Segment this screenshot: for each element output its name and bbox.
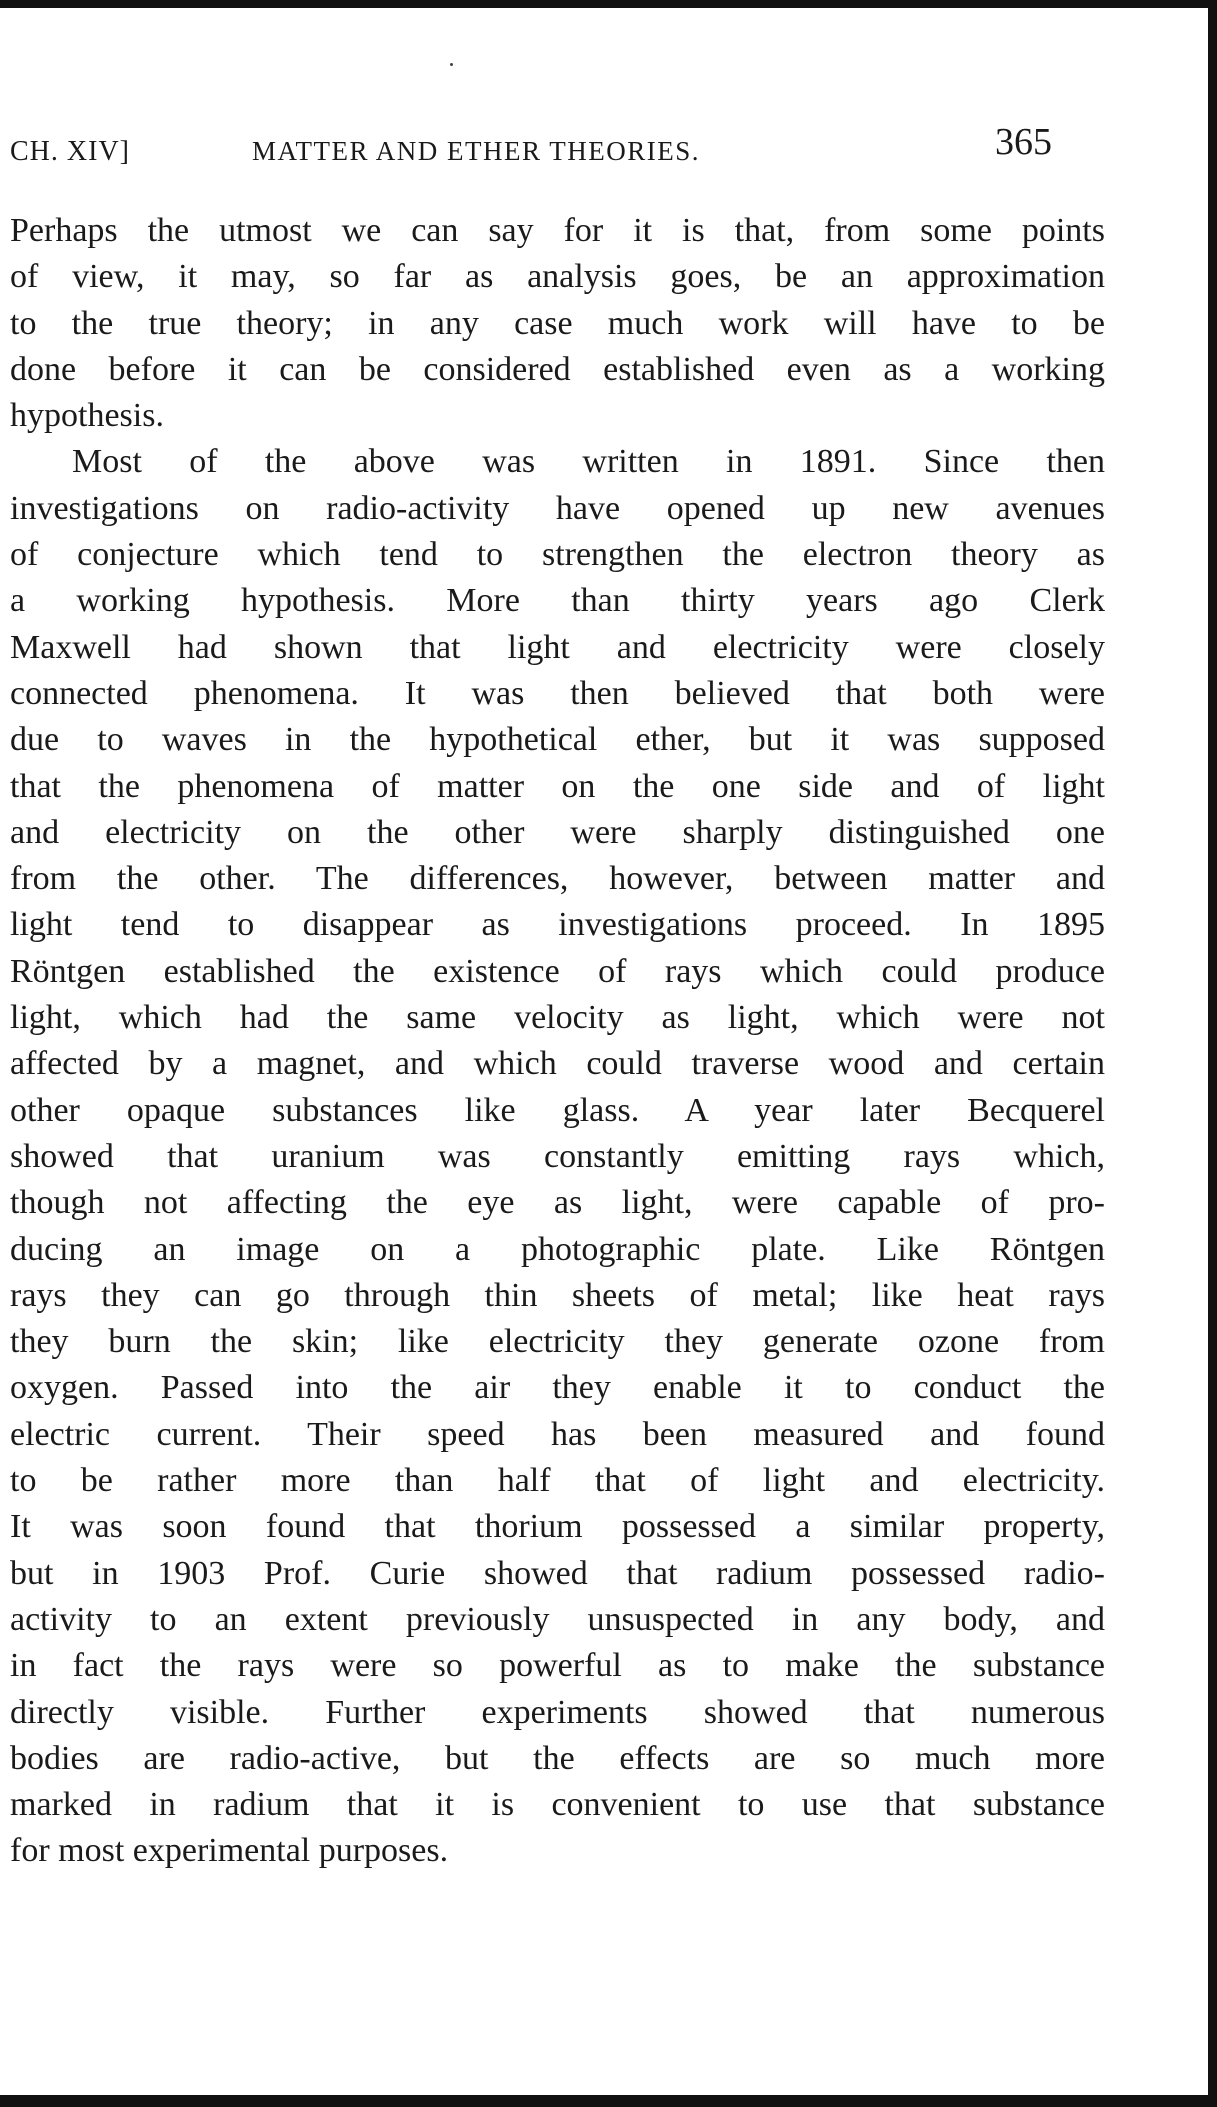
text-line: bodies are radio-active, but the effects are so much more: [10, 1739, 1105, 1777]
text-line: to the true theory; in any case much work will have to be: [10, 304, 1105, 342]
text-line: oxygen. Passed into the air they enable it to conduct the: [10, 1369, 1105, 1407]
text-line: for most experimental purposes.: [10, 1832, 449, 1870]
text-line: light tend to disappear as investigations proceed. In 1895: [10, 906, 1105, 944]
text-line: due to waves in the hypothetical ether, but it was supposed: [10, 721, 1105, 759]
text-line: though not affecting the eye as light, were capable of pro-: [10, 1184, 1105, 1222]
text-line: activity to an extent previously unsuspected in any body, and: [10, 1600, 1105, 1638]
text-line: to be rather more than half that of light and electricity.: [10, 1462, 1105, 1500]
text-line: directly visible. Further experiments showed that numerous: [10, 1693, 1105, 1731]
text-line: light, which had the same velocity as light, which were not: [10, 999, 1105, 1037]
text-line: showed that uranium was constantly emitting rays which,: [10, 1137, 1105, 1175]
page-title: MATTER AND ETHER THEORIES.: [252, 136, 700, 166]
text-line: from the other. The differences, however, between matter and: [10, 860, 1105, 898]
text-line: in fact the rays were so powerful as to make the substance: [10, 1647, 1105, 1685]
text-line: Röntgen established the existence of rays which could produce: [10, 952, 1105, 990]
chapter-label: CH. XIV]: [10, 136, 130, 167]
text-line: It was soon found that thorium possessed a similar property,: [10, 1508, 1105, 1546]
text-line: ducing an image on a photographic plate. Like Röntgen: [10, 1230, 1105, 1268]
scan-edge-bottom: [0, 2095, 1217, 2107]
text-line: other opaque substances like glass. A year later Becquerel: [10, 1091, 1105, 1129]
text-line: electric current. Their speed has been measured and found: [10, 1415, 1105, 1453]
paragraph-2: [10, 439, 1105, 1874]
text-line: affected by a magnet, and which could traverse wood and certain: [10, 1045, 1105, 1083]
scan-speck: [450, 63, 453, 66]
text-line: a working hypothesis. More than thirty years ago Clerk: [10, 582, 1105, 620]
text-line: rays they can go through thin sheets of metal; like heat rays: [10, 1276, 1105, 1314]
scan-edge-top: [0, 0, 1217, 8]
paragraph-1: [10, 208, 1105, 439]
text-line: and electricity on the other were sharply distinguished one: [10, 813, 1105, 851]
text-line: Most of the above was written in 1891. Since then: [72, 443, 1105, 481]
text-line: they burn the skin; like electricity they generate ozone from: [10, 1323, 1105, 1361]
page-number: 365: [995, 121, 1052, 163]
body-text: [10, 208, 1105, 1875]
text-line: of conjecture which tend to strengthen the electron theory as: [10, 536, 1105, 574]
text-line: done before it can be considered established even as a working: [10, 350, 1105, 388]
text-line: connected phenomena. It was then believed that both were: [10, 674, 1105, 712]
text-line: marked in radium that it is convenient to use that substance: [10, 1786, 1105, 1824]
scan-edge-right: [1208, 0, 1217, 2107]
text-line: that the phenomena of matter on the one side and of light: [10, 767, 1105, 805]
text-line: investigations on radio-activity have opened up new avenues: [10, 489, 1105, 527]
text-line: but in 1903 Prof. Curie showed that radium possessed radio-: [10, 1554, 1105, 1592]
text-line: hypothesis.: [10, 397, 164, 435]
text-line: of view, it may, so far as analysis goes, be an approximation: [10, 258, 1105, 296]
text-line: Perhaps the utmost we can say for it is that, from some points: [10, 212, 1105, 249]
running-head: [10, 120, 1100, 170]
text-line: Maxwell had shown that light and electricity were closely: [10, 628, 1105, 666]
